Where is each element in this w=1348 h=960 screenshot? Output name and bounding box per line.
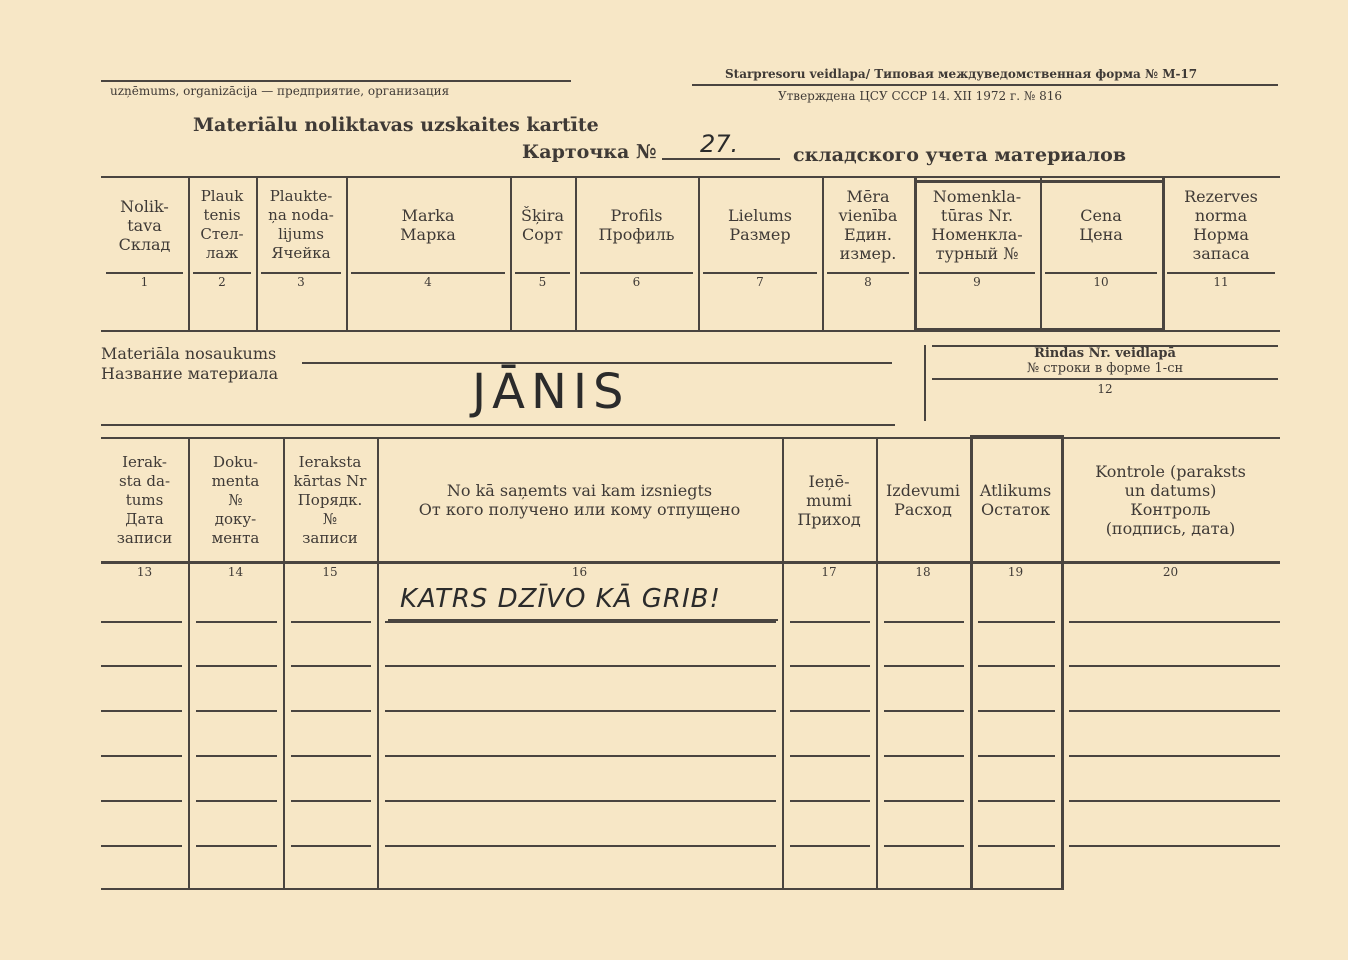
top-table-col-num: 1 [140, 275, 149, 289]
top-table-divider [188, 178, 190, 332]
top-table-col-num: 7 [756, 275, 764, 289]
top-table-col-num: 5 [538, 275, 547, 289]
top-table-num-line [106, 272, 183, 274]
top-table-col-num: 3 [297, 275, 305, 289]
bottom-table-row-line [196, 800, 277, 802]
top-table-top-border [101, 176, 1280, 178]
top-table-header: Nolik- tava Склад [118, 196, 171, 254]
bottom-table-row-line [1069, 710, 1280, 712]
top-table-col-num: 10 [1093, 275, 1109, 289]
bottom-table-row-line [101, 800, 182, 802]
bottom-table-row-line [1069, 845, 1280, 847]
bottom-table-col-num: 18 [915, 565, 931, 579]
bottom-table-divider [377, 437, 379, 890]
top-table-header: Rezerves norma Норма запаса [1184, 187, 1258, 263]
bottom-table-col-num: 20 [1162, 565, 1179, 579]
top-table-divider [510, 178, 512, 332]
bottom-table-row-line [884, 621, 964, 623]
bottom-table-row-line [884, 800, 964, 802]
bottom-table-row-line [790, 800, 870, 802]
bottom-table-divider [188, 437, 190, 890]
bottom-table-header: Izdevumi Расход [885, 481, 961, 519]
bottom-table-bottom-border [101, 888, 1061, 890]
bottom-table-row-line [790, 845, 870, 847]
top-table-header: Plauk tenis Стел- лаж [200, 187, 244, 262]
bottom-table-row-line [884, 665, 964, 667]
bottom-table-row-line [1069, 755, 1280, 757]
material-value: JĀNIS [472, 364, 630, 420]
material-line-2 [101, 424, 895, 426]
top-table-col-num: 9 [973, 275, 981, 289]
bottom-table-row-line [101, 621, 182, 623]
bottom-table-row-line [978, 800, 1055, 802]
top-table-header: Lielums Размер [727, 206, 792, 244]
top-table-box-bottom [914, 328, 1164, 331]
bottom-table-row-line [196, 710, 277, 712]
row-box-mid [932, 378, 1278, 380]
bottom-table-row-line [101, 755, 182, 757]
entry-underline [388, 619, 778, 621]
bottom-table-row-line [385, 755, 776, 757]
bottom-table-row-line [790, 710, 870, 712]
bottom-table-col-num: 14 [227, 565, 244, 579]
bottom-table-row-line [291, 800, 371, 802]
bottom-table-row-line [1069, 665, 1280, 667]
bottom-table-divider [876, 437, 878, 890]
top-table-divider [822, 178, 824, 332]
row-label-ru: № строки в форме 1-сн [1026, 361, 1184, 376]
bottom-table-row-line [978, 665, 1055, 667]
bottom-table-row-line [978, 845, 1055, 847]
top-table-num-line [1167, 272, 1275, 274]
bottom-table-box-top [970, 435, 1064, 439]
top-table-header: Cena Цена [1079, 206, 1123, 244]
bottom-table-row-line [196, 621, 277, 623]
bottom-table-row-line [884, 845, 964, 847]
bottom-table-header: Atlikums Остаток [979, 481, 1052, 519]
top-table-col-num: 11 [1213, 275, 1229, 289]
card-number: 27. [700, 130, 739, 158]
bottom-table-row-line [291, 755, 371, 757]
top-table-divider [575, 178, 577, 332]
top-table-header: Šķira Сорт [521, 206, 564, 244]
bottom-table-row-line [790, 665, 870, 667]
bottom-table-row-line [101, 665, 182, 667]
bottom-table-row-line [196, 845, 277, 847]
top-table-header: Nomenkla- tūras Nr. Номенкла- турный № [931, 187, 1023, 263]
bottom-table-row-line [1069, 621, 1280, 623]
bottom-table-row-line [101, 710, 182, 712]
row-box-left [924, 345, 926, 421]
top-table-num-line [193, 272, 251, 274]
card-number-line [662, 158, 780, 160]
bottom-table-row-line [101, 845, 182, 847]
bottom-table-row-line [978, 710, 1055, 712]
bottom-table-col-num: 17 [821, 565, 837, 579]
top-table-num-line [703, 272, 817, 274]
top-table-divider [1040, 178, 1042, 332]
row-label-lv: Rindas Nr. veidlapā [1034, 346, 1176, 361]
top-table-num-line [580, 272, 693, 274]
bottom-table-row-line [196, 665, 277, 667]
bottom-table-row-line [291, 621, 371, 623]
form-type: Starpresoru veidlapa/ Типовая междуведомственная форма № M-17 [725, 67, 1198, 81]
top-table-num-line [515, 272, 570, 274]
top-table-num-line [827, 272, 909, 274]
bottom-table-row-line [978, 755, 1055, 757]
top-table-header: Plaukte- ņa noda- lijums Ячейка [268, 187, 334, 262]
material-label-ru: Название материала [101, 364, 279, 383]
top-table-num-line [1045, 272, 1157, 274]
bottom-table-header: Ieņē- mumi Приход [797, 471, 861, 529]
bottom-table-header: Ierak- sta da- tums Дата записи [116, 452, 173, 547]
top-table-num-line [919, 272, 1035, 274]
bottom-table-row-line [385, 845, 776, 847]
org-label: uzņēmums, organizācija — предприятие, организация [110, 84, 450, 98]
bottom-table-top-border [101, 437, 1280, 439]
top-table-num-line [261, 272, 341, 274]
bottom-table-col-num: 16 [571, 565, 588, 579]
bottom-table-col-num: 13 [136, 565, 153, 579]
bottom-table-row-line [1069, 800, 1280, 802]
org-line [101, 80, 571, 82]
bottom-table-row-line [196, 755, 277, 757]
material-label-lv: Materiāla nosaukums [101, 344, 277, 363]
bottom-table-row-line [790, 621, 870, 623]
bottom-table-divider [283, 437, 285, 890]
bottom-table-row-line [978, 621, 1055, 623]
title-ru-prefix: Карточка № [522, 141, 657, 163]
bottom-table-row-line [291, 710, 371, 712]
top-table-col-num: 2 [218, 275, 226, 289]
bottom-table-header: Doku- menta № доку- мента [211, 452, 260, 547]
top-table-header: Mēra vienība Един. измер. [838, 187, 898, 263]
bottom-table-header-border [101, 561, 1280, 564]
bottom-table-header: No kā saņemts vai kam izsniegts От кого получено или кому отпущено [418, 481, 741, 519]
bottom-table-divider [782, 437, 784, 890]
bottom-table-row-line [884, 755, 964, 757]
approval-note: Утверждена ЦСУ СССР 14. XII 1972 г. № 816 [778, 89, 1062, 103]
top-table-divider [698, 178, 700, 332]
top-table-col-num: 8 [864, 275, 872, 289]
bottom-table-row-line [385, 800, 776, 802]
bottom-table-header: Ieraksta kārtas Nr Порядк. № записи [293, 452, 367, 547]
top-table-num-line [351, 272, 505, 274]
top-table-divider [256, 178, 258, 332]
top-table-header: Profils Профиль [598, 206, 675, 244]
bottom-table-header: Kontrole (paraksts un datums) Контроль (подпись, дата) [1095, 462, 1246, 538]
bottom-table-col-num: 15 [322, 565, 338, 579]
bottom-table-col-num: 19 [1007, 565, 1024, 579]
top-table-col-num: 4 [424, 275, 432, 289]
form-type-line [692, 84, 1278, 86]
handwritten-entry: KATRS DZĪVO KĀ GRIB! [400, 584, 721, 614]
title-lv: Materiālu noliktavas uzskaites kartīte [193, 114, 599, 136]
bottom-table-row-line [790, 755, 870, 757]
bottom-table-row-line [385, 665, 776, 667]
bottom-table-row-line [291, 845, 371, 847]
top-table-divider [346, 178, 348, 332]
bottom-table-row-line [884, 710, 964, 712]
bottom-table-row-line [385, 710, 776, 712]
bottom-table-row-line [385, 621, 776, 623]
bottom-table-row-line [291, 665, 371, 667]
top-table-col-num: 6 [632, 275, 641, 289]
top-table-header: Marka Марка [400, 206, 456, 244]
row-num: 12 [1097, 382, 1113, 396]
title-ru-suffix: складского учета материалов [793, 144, 1127, 166]
